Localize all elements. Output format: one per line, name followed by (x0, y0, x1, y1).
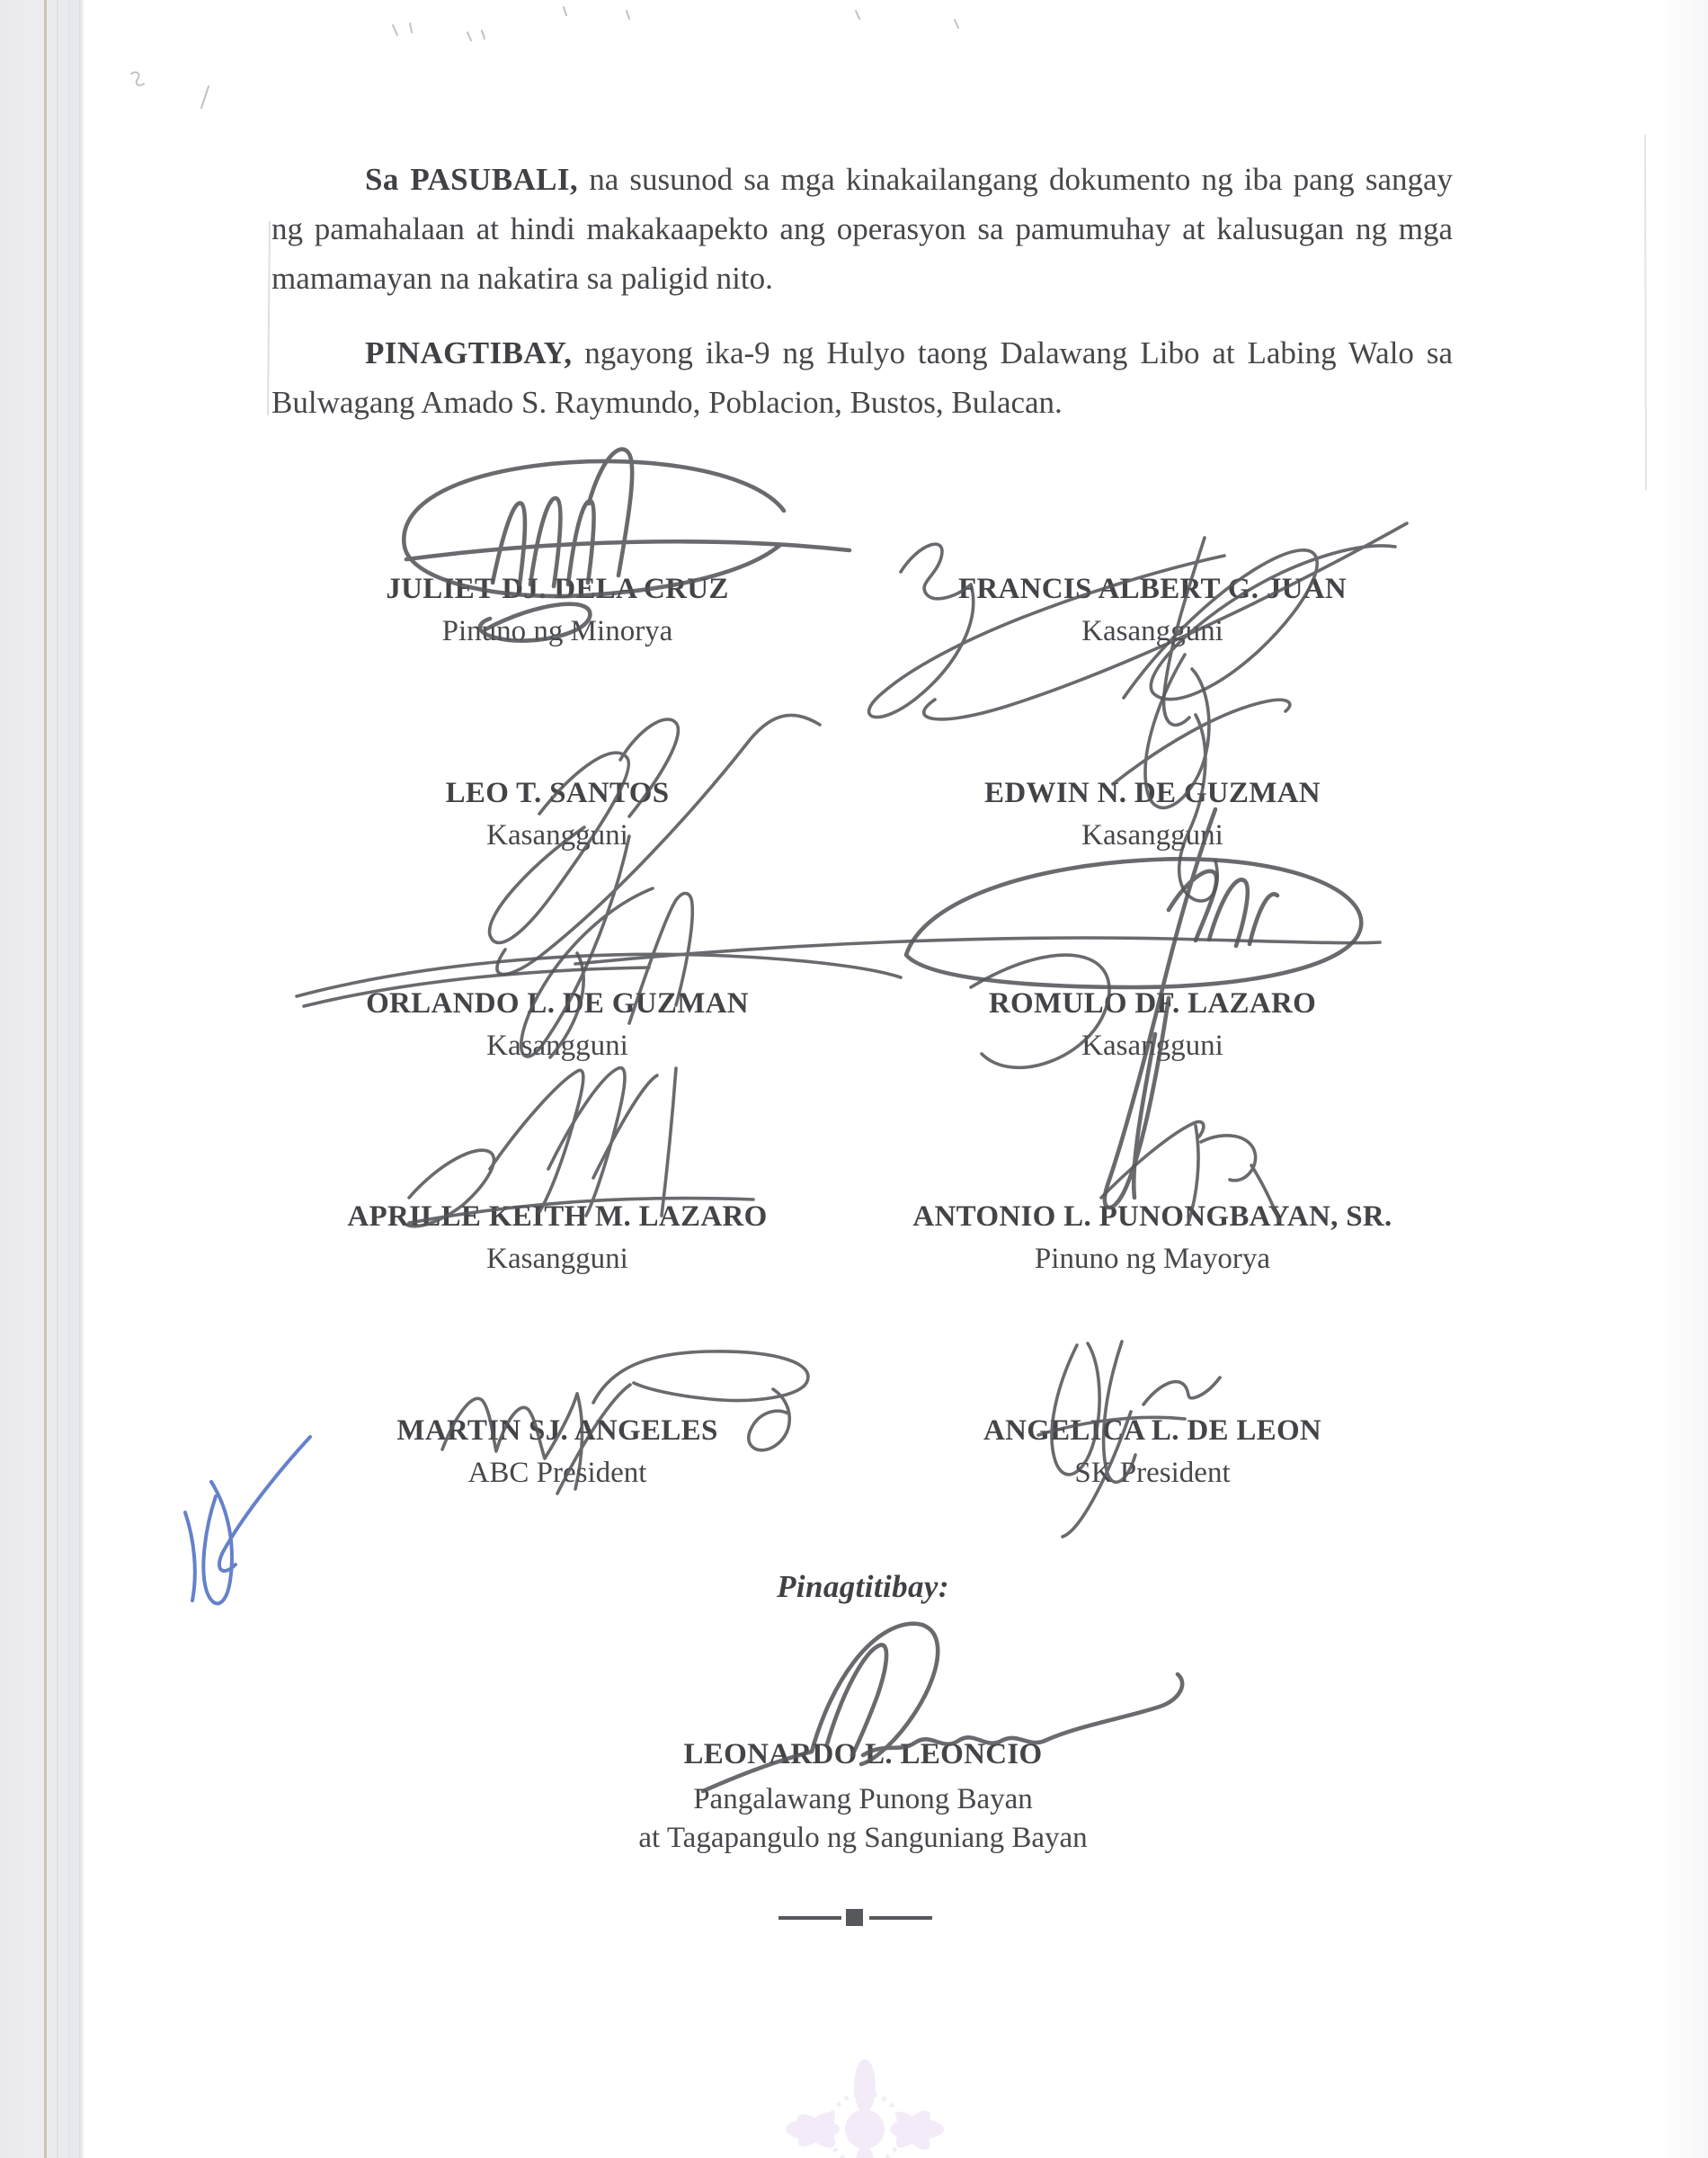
signatory-title: Kasangguni (1081, 615, 1223, 647)
signatory-name: FRANCIS ALBERT G. JUAN (957, 573, 1348, 605)
signatory-title: Kasangguni (1081, 819, 1223, 852)
signatory-title: SK President (1074, 1457, 1231, 1489)
attestation-name: LEONARDO L. LEONCIO (683, 1738, 1043, 1770)
divider-line-left (778, 1916, 841, 1920)
signatory-name: LEO T. SANTOS (445, 777, 670, 809)
signatory-block-punongbayan (820, 1199, 1485, 1277)
signatory-block-santos (225, 775, 890, 853)
right-faint-edge-line (1645, 135, 1646, 490)
signatory-name: APRILLE KEITH M. LAZARO (347, 1200, 768, 1233)
paragraph-lead-bold: PINAGTIBAY, (365, 335, 573, 370)
signatory-block-angeles (225, 1413, 890, 1491)
divider-line-right (869, 1916, 932, 1920)
paper-crease-line (268, 221, 270, 415)
signatory-title: Kasangguni (486, 819, 628, 852)
document-body (271, 155, 1453, 427)
signatory-name: ANGELICA L. DE LEON (983, 1414, 1322, 1447)
signatory-name: ORLANDO L. DE GUZMAN (366, 987, 749, 1020)
signatory-title: Pinuno ng Minorya (441, 615, 673, 647)
signatory-block-r-lazaro (820, 985, 1485, 1064)
attestation-label: Pinagtitibay: (777, 1569, 949, 1604)
signatory-name: ROMULO DF. LAZARO (988, 987, 1317, 1020)
signatory-title: Kasangguni (1081, 1030, 1223, 1062)
signatory-name: ANTONIO L. PUNONGBAYAN, SR. (912, 1200, 1392, 1233)
signatory-name: MARTIN SJ. ANGELES (396, 1414, 718, 1447)
signatory-name: EDWIN N. DE GUZMAN (984, 777, 1321, 809)
paragraph-pasubali (271, 155, 1453, 303)
attestation-title-2: at Tagapangulo ng Sanguniang Bayan (638, 1822, 1088, 1854)
signatory-title: Pinuno ng Mayorya (1034, 1243, 1271, 1275)
signatory-title: Kasangguni (486, 1243, 628, 1275)
signatory-block-o-de-guzman (225, 985, 890, 1064)
paragraph-lead-bold: Sa PASUBALI, (365, 162, 579, 197)
signatory-block-juan (820, 571, 1485, 649)
scanner-edge-strip (0, 0, 83, 2158)
paragraph-text: na susunod sa mga kinakailangang dokumento ng iba pang sangay ng pamahalaan at hindi makakaapekto ang operasyon sa pamumuhay at kalusugan ng mga mamamayan na nakatira sa paligid nito. (271, 162, 1454, 296)
signatory-block-e-de-guzman (820, 775, 1485, 853)
signatory-title: ABC President (467, 1457, 647, 1489)
paragraph-pinagtibay (271, 328, 1453, 427)
page-left-edge (79, 0, 85, 2158)
edge-shadow-line (68, 0, 70, 2158)
signatory-title: Kasangguni (486, 1030, 628, 1062)
paragraph-text: ngayong ika-9 ng Hulyo taong Dalawang Libo at Labing Walo sa Bulwagang Amado S. Raymundo, Poblacion, Bustos, Bulacan. (271, 335, 1453, 420)
signatory-block-a-lazaro (225, 1199, 890, 1277)
page-right-edge (1659, 0, 1708, 2158)
edge-shadow-line (57, 0, 58, 2158)
signatory-block-de-leon (820, 1413, 1485, 1491)
divider-square (846, 1909, 863, 1926)
scan-speck-marks (131, 7, 958, 108)
watermark-seal (786, 2059, 944, 2158)
attestation-title-1: Pangalawang Punong Bayan (693, 1783, 1033, 1815)
signatory-name: JULIET DJ. DELA CRUZ (386, 573, 729, 605)
signatory-block-dela-cruz (225, 571, 890, 649)
binding-line (44, 0, 47, 2158)
